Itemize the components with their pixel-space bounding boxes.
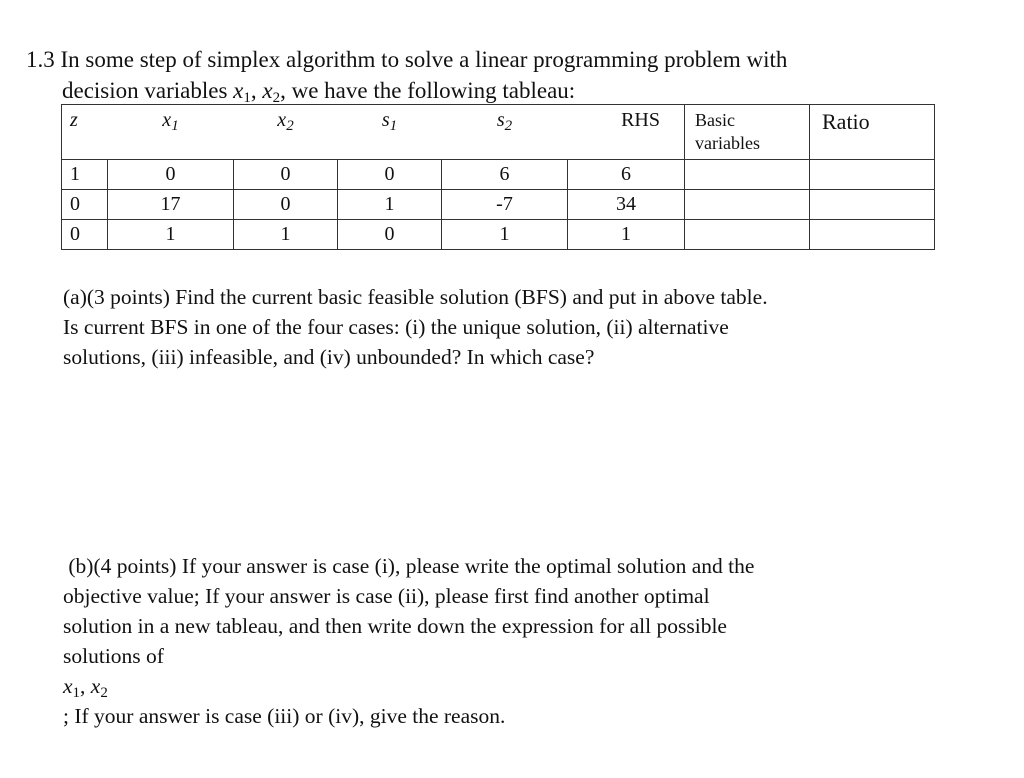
header-s1: $s_1$	[338, 105, 442, 160]
part-a-line-3: solutions, (iii) infeasible, and (iv) unbounded? In which case?	[63, 345, 595, 369]
cell: 0	[338, 220, 442, 250]
cell: 1	[442, 220, 568, 250]
part-b	[63, 551, 754, 731]
basic-variable-cell	[685, 190, 810, 220]
cell: 0	[234, 160, 338, 190]
header-ratio: Ratio	[810, 105, 935, 160]
ratio-cell	[810, 160, 935, 190]
cell: 6	[568, 160, 685, 190]
tableau-row	[62, 190, 935, 220]
tableau-header-row	[62, 105, 935, 160]
question-line-2: decision variables $x_1$, $x_2$, we have the following tableau:	[62, 78, 576, 106]
header-x1: $x_1$	[108, 105, 234, 160]
header-x2: $x_2$	[234, 105, 338, 160]
cell: 1	[568, 220, 685, 250]
tableau-row	[62, 160, 935, 190]
part-b-line-3: solution in a new tableau, and then write down the expression for all possible	[63, 614, 727, 638]
header-rhs: RHS	[568, 105, 685, 160]
ratio-cell	[810, 190, 935, 220]
cell: 1	[62, 160, 108, 190]
simplex-tableau	[61, 104, 935, 250]
tableau-row	[62, 220, 935, 250]
cell: 1	[108, 220, 234, 250]
part-b-line-2: objective value; If your answer is case (ii), please first find another optimal	[63, 584, 710, 608]
cell: 0	[62, 220, 108, 250]
question-header	[26, 44, 787, 106]
question-line-1: In some step of simplex algorithm to solve a linear programming problem with	[60, 47, 788, 72]
cell: 1	[234, 220, 338, 250]
header-basic-variables: Basic variables	[685, 105, 810, 160]
header-z: z	[62, 105, 108, 160]
part-a-line-2: Is current BFS in one of the four cases: (i) the unique solution, (ii) alternative	[63, 315, 729, 339]
cell: 0	[62, 190, 108, 220]
cell: 6	[442, 160, 568, 190]
part-b-line-4: solutions of $x_1$, $x_2$ ; If your answer is case (iii) or (iv), give the reason.	[63, 644, 506, 728]
cell: 1	[338, 190, 442, 220]
cell: -7	[442, 190, 568, 220]
header-s2: $s_2$	[442, 105, 568, 160]
basic-variable-cell	[685, 160, 810, 190]
ratio-cell	[810, 220, 935, 250]
cell: 0	[108, 160, 234, 190]
basic-variable-cell	[685, 220, 810, 250]
part-a-line-1: (a)(3 points) Find the current basic feasible solution (BFS) and put in above table.	[63, 285, 768, 309]
cell: 34	[568, 190, 685, 220]
cell: 0	[338, 160, 442, 190]
cell: 0	[234, 190, 338, 220]
part-b-line-1: (b)(4 points) If your answer is case (i), please write the optimal solution and the	[63, 554, 755, 578]
question-number: 1.3	[26, 47, 55, 72]
cell: 17	[108, 190, 234, 220]
part-a	[63, 282, 768, 372]
